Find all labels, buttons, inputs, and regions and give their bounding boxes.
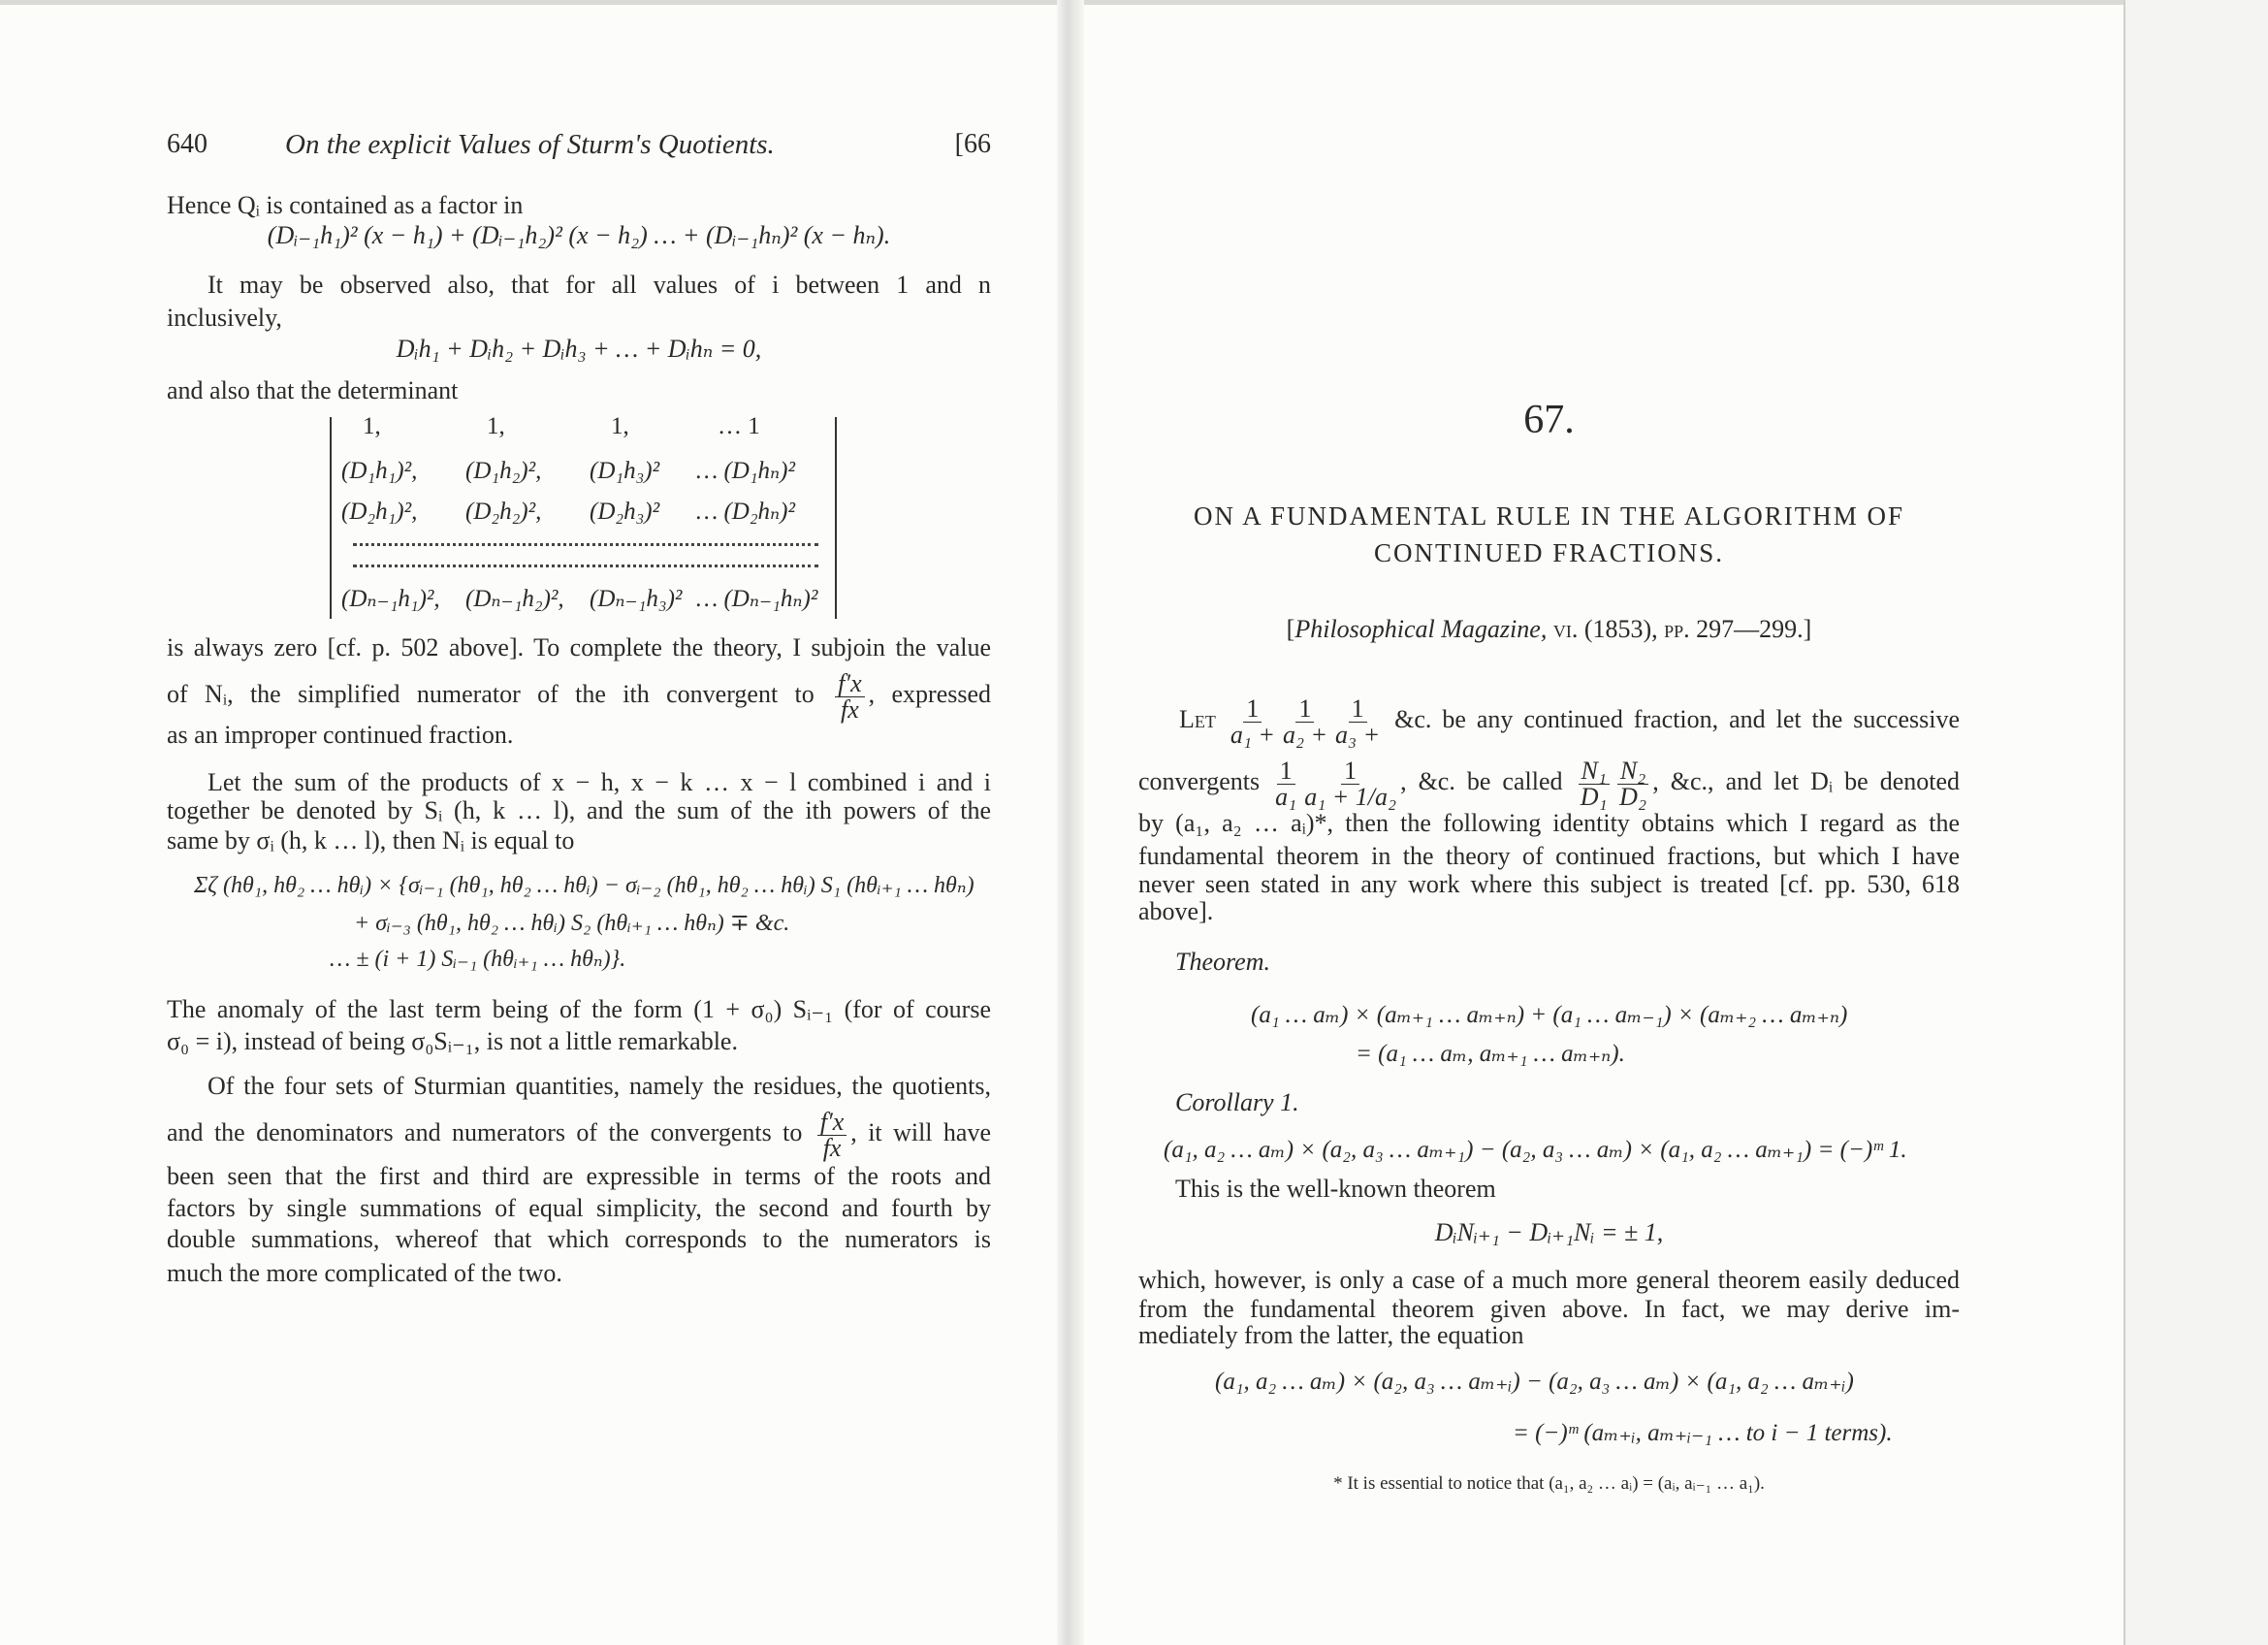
cell: … 1 <box>718 413 760 439</box>
cell: … (D₁hₙ)² <box>696 458 796 484</box>
determinant-row <box>341 497 826 528</box>
determinant-row <box>341 411 826 442</box>
denominator: a₃ + <box>1335 720 1381 749</box>
equation-line: … ± (i + 1) Sᵢ₋₁ (hθᵢ₊₁ … hθₙ)}. <box>330 947 626 972</box>
equation-line: = (a₁ … aₘ, aₘ₊₁ … aₘ₊ₙ). <box>1356 1041 1625 1067</box>
paragraph-line: It may be observed also, that for all values of i between 1 and n <box>208 271 991 299</box>
text: [ <box>1286 615 1295 643</box>
denominator: D₁ <box>1580 782 1608 811</box>
paragraph: and also that the determinant <box>167 376 459 404</box>
numerator: 1 <box>1295 696 1314 723</box>
cell: (D₂h₃)² <box>590 499 660 525</box>
paragraph-line: inclusively, <box>167 304 282 332</box>
page-number: 640 <box>167 129 208 159</box>
cell: (Dₙ₋₁h₂)², <box>465 586 564 612</box>
fraction <box>1282 693 1328 749</box>
theorem-label: Theorem. <box>1175 948 1270 976</box>
numerator: f′x <box>817 1110 847 1136</box>
denominator: fx <box>841 694 859 724</box>
fraction <box>1579 758 1610 810</box>
fraction <box>1275 758 1296 810</box>
fraction <box>817 1107 847 1162</box>
paragraph-line <box>167 1107 992 1162</box>
cell: 1, <box>363 413 381 439</box>
numerator: 1 <box>1349 696 1367 723</box>
paragraph-line: never seen stated in any work where this subject is treated [cf. pp. 530, 618 <box>1138 870 1960 898</box>
denominator: a₁ + 1/a₂ <box>1304 782 1397 811</box>
cell: (D₁h₁)², <box>341 458 418 484</box>
article-title-line: ON A FUNDAMENTAL RULE IN THE ALGORITHM OF <box>1193 501 1905 531</box>
fraction <box>1335 693 1381 749</box>
text: vi. (1853), pp. 297—299.] <box>1547 615 1812 643</box>
section-marker: [66 <box>954 129 991 159</box>
paragraph-line <box>1138 755 1960 809</box>
cell: … (D₂hₙ)² <box>696 499 796 525</box>
cell: (D₂h₂)², <box>465 499 542 525</box>
paragraph-line: mediately from the latter, the equation <box>1138 1321 1524 1349</box>
footnote: * It is essential to notice that (a₁, a₂ … aᵢ) = (aᵢ, aᵢ₋₁ … a₁). <box>1333 1473 1765 1494</box>
running-header <box>167 127 991 162</box>
fraction <box>1304 758 1396 810</box>
determinant-row <box>341 456 826 487</box>
text: &c. be any continued fraction, and let the successive <box>1394 705 1961 733</box>
paragraph-line: together be denoted by Sᵢ (h, k … l), and the sum of the ith powers of the <box>167 796 991 824</box>
text: Let <box>1179 705 1216 733</box>
equation: Dᵢh₁ + Dᵢh₂ + Dᵢh₃ + … + Dᵢhₙ = 0, <box>396 335 762 363</box>
paragraph-line: as an improper continued fraction. <box>167 721 514 749</box>
equation-line: + σᵢ₋₃ (hθ₁, hθ₂ … hθᵢ) S₂ (hθᵢ₊₁ … hθₙ) ∓ &c. <box>354 911 790 936</box>
numerator: 1 <box>1243 696 1262 723</box>
text: of Nᵢ, the simplified numerator of the ith convergent to <box>167 680 815 708</box>
paragraph: Hence Qᵢ is contained as a factor in <box>167 191 524 219</box>
text: , expressed <box>868 680 992 708</box>
numerator: N₁ <box>1579 758 1610 785</box>
fraction <box>1617 758 1648 810</box>
denominator: fx <box>822 1133 842 1162</box>
equation-line: (a₁ … aₘ) × (aₘ₊₁ … aₘ₊ₙ) + (a₁ … aₘ₋₁) × (aₘ₊₂ … aₘ₊ₙ) <box>1251 1002 1848 1028</box>
equation: DᵢNᵢ₊₁ − Dᵢ₊₁Nᵢ = ± 1, <box>1434 1218 1664 1246</box>
paragraph-line: factors by single summations of equal simplicity, the second and fourth by <box>167 1194 991 1222</box>
paragraph-line: much the more complicated of the two. <box>167 1259 562 1287</box>
paragraph-line: which, however, is only a case of a much more general theorem easily deduced <box>1138 1266 1960 1294</box>
paragraph-line <box>167 668 992 724</box>
paragraph-line: Let the sum of the products of x − h, x − k … x − l combined i and i <box>208 768 991 796</box>
determinant-row <box>341 584 826 615</box>
paragraph-line: σ₀ = i), instead of being σ₀Sᵢ₋₁, is not a little remarkable. <box>167 1027 738 1055</box>
fraction <box>1230 693 1275 749</box>
paragraph-line: by (a₁, a₂ … aᵢ)*, then the following identity obtains which I regard as the <box>1138 809 1960 837</box>
dotted-row <box>353 543 818 550</box>
citation <box>1138 612 1960 647</box>
text: , &c. be called <box>1400 767 1563 795</box>
text: , it will have <box>850 1118 992 1146</box>
paragraph-line: is always zero [cf. p. 502 above]. To complete the theory, I subjoin the value <box>167 633 991 661</box>
numerator: 1 <box>1341 758 1359 785</box>
paragraph-line: Of the four sets of Sturmian quantities, namely the residues, the quotients, <box>208 1072 991 1100</box>
equation-line: (a₁, a₂ … aₘ) × (a₂, a₃ … aₘ₊₁) − (a₂, a₃ … aₘ) × (a₁, a₂ … aₘ₊₁) = (−)ᵐ 1. <box>1164 1137 1907 1163</box>
paragraph-line: same by σᵢ (h, k … l), then Nᵢ is equal to <box>167 826 575 855</box>
journal-name: Philosophical Magazine, <box>1294 615 1548 643</box>
cell: (D₂h₁)², <box>341 499 418 525</box>
paragraph-line: from the fundamental theorem given above. In fact, we may derive im- <box>1138 1295 1960 1323</box>
equation: (Dᵢ₋₁h₁)² (x − h₁) + (Dᵢ₋₁h₂)² (x − h₂) … + (Dᵢ₋₁hₙ)² (x − hₙ). <box>267 221 891 249</box>
paragraph-line: The anomaly of the last term being of the form (1 + σ₀) Sᵢ₋₁ (for of course <box>167 995 991 1023</box>
equation-line: Σζ (hθ₁, hθ₂ … hθᵢ) × {σᵢ₋₁ (hθ₁, hθ₂ … hθᵢ) − σᵢ₋₂ (hθ₁, hθ₂ … hθᵢ) S₁ (hθᵢ₊₁ … hθₙ) <box>194 873 974 898</box>
fraction <box>835 668 864 724</box>
paragraph-line: fundamental theorem in the theory of continued fractions, but which I have <box>1138 842 1960 870</box>
scan-top-edge <box>0 0 2268 5</box>
page-edge <box>2124 0 2268 1645</box>
paragraph-line: double summations, whereof that which corresponds to the numerators is <box>167 1225 991 1253</box>
paragraph: This is the well-known theorem <box>1175 1175 1496 1203</box>
text: and the denominators and numerators of the convergents to <box>167 1118 803 1146</box>
book-gutter <box>1057 0 1084 1645</box>
corollary-label: Corollary 1. <box>1175 1088 1299 1116</box>
cell: … (Dₙ₋₁hₙ)² <box>696 586 818 612</box>
numerator: 1 <box>1277 758 1295 785</box>
text: , &c., and let Dᵢ be denoted <box>1652 767 1961 795</box>
cell: 1, <box>487 413 505 439</box>
paragraph-line: been seen that the first and third are expressible in terms of the roots and <box>167 1162 991 1190</box>
denominator: a₁ + <box>1230 720 1275 749</box>
paper-number: 67. <box>1523 398 1575 442</box>
article-title-line: CONTINUED FRACTIONS. <box>1373 538 1724 567</box>
denominator: D₂ <box>1619 782 1646 811</box>
cell: (D₁h₃)² <box>590 458 660 484</box>
equation-line: (a₁, a₂ … aₘ) × (a₂, a₃ … aₘ₊ᵢ) − (a₂, a₃ … aₘ) × (a₁, a₂ … aₘ₊ᵢ) <box>1215 1369 1854 1395</box>
cell: (Dₙ₋₁h₃)² <box>590 586 683 612</box>
paragraph-line: above]. <box>1138 897 1214 925</box>
denominator: a₁ <box>1275 782 1297 811</box>
cell: (D₁h₂)², <box>465 458 542 484</box>
numerator: N₂ <box>1617 758 1648 785</box>
paragraph-line <box>1138 693 1960 747</box>
text: convergents <box>1138 767 1261 795</box>
denominator: a₂ + <box>1282 720 1328 749</box>
cell: (Dₙ₋₁h₁)², <box>341 586 440 612</box>
determinant <box>330 413 837 619</box>
cell: 1, <box>611 413 629 439</box>
dotted-row <box>353 564 818 571</box>
numerator: f′x <box>835 671 864 697</box>
running-title: On the explicit Values of Sturm's Quotients. <box>285 129 775 160</box>
equation-line: = (−)ᵐ (aₘ₊ᵢ, aₘ₊ᵢ₋₁ … to i − 1 terms). <box>1513 1420 1893 1446</box>
